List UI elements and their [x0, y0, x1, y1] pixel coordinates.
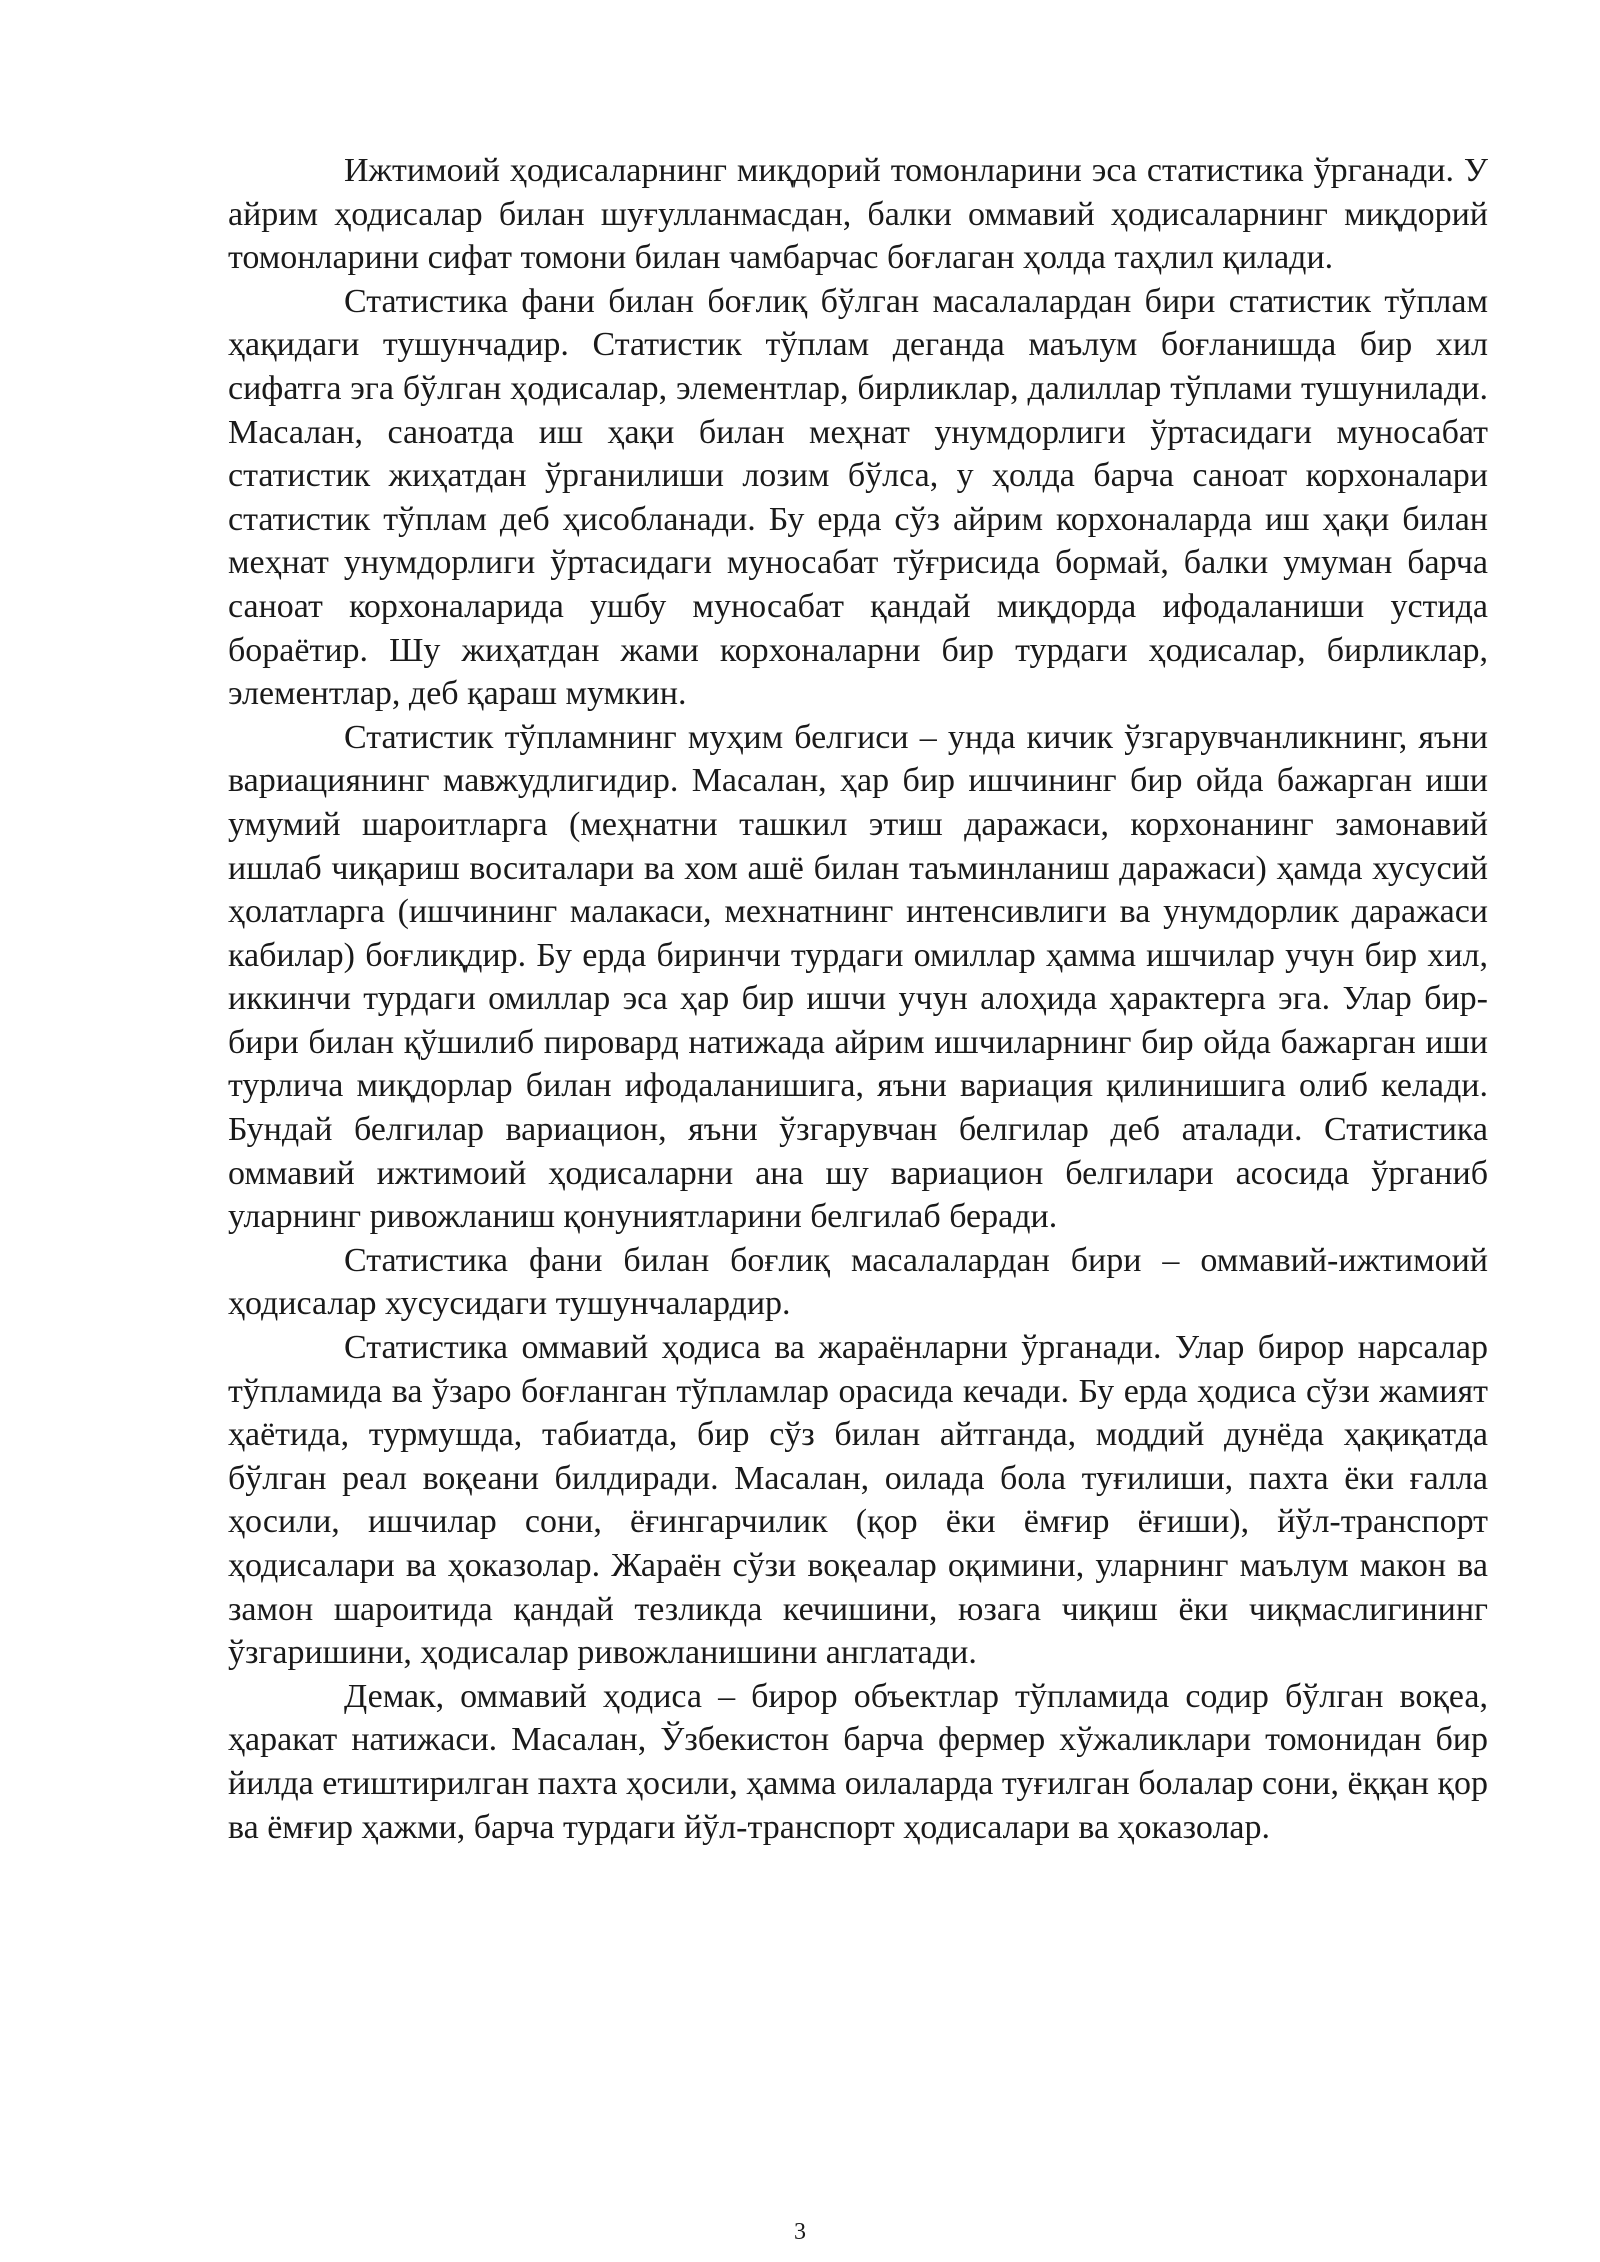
paragraph: Статистика фани билан боғлиқ бўлган масалалардан бири статистик тўплам ҳақидаги тушунчадир. Статистик тўплам деганда маълум боғланишда бир хил сифатга эга бўлган ҳодисалар, элементлар, бирликлар, далиллар тўплами тушунилади. Масалан, саноатда иш ҳақи билан меҳнат унумдорлиги ўртасидаги муносабат статистик жиҳатдан ўрганилиши лозим бўлса, у ҳолда барча саноат корхоналари статистик тўплам деб ҳисобланади. Бу ерда сўз айрим корхоналарда иш ҳақи билан меҳнат унумдорлиги ўртасидаги муносабат тўғрисида бормай, балки умуман барча саноат корхоналарида ушбу муносабат қандай миқдорда ифодаланиши устида бораётир. Шу жиҳатдан жами корхоналарни бир турдаги ҳодисалар, бирликлар, элементлар, деб қараш мумкин.: [228, 282, 1488, 713]
document-body: [228, 149, 1488, 1849]
paragraph: Статистика фани билан боғлиқ масалалардан бири – оммавий-ижтимоий ҳодисалар хусусидаги тушунчалардир.: [228, 1241, 1488, 1323]
page-number: 3: [794, 2219, 806, 2245]
paragraph: Ижтимоий ҳодисаларнинг миқдорий томонларини эса статистика ўрганади. У айрим ҳодисалар билан шуғулланмасдан, балки оммавий ҳодисаларнинг миқдорий томонларини сифат томони билан чамбарчас боғлаган ҳолда таҳлил қилади.: [228, 152, 1488, 277]
paragraph: Статистик тўпламнинг муҳим белгиси – унда кичик ўзгарувчанликнинг, яъни вариациянинг мавжудлигидир. Масалан, ҳар бир ишчининг бир ойда бажарган иши умумий шароитларга (меҳнатни ташкил этиш даражаси, корхонанинг замонавий ишлаб чиқариш воситалари ва хом ашё билан таъминланиш даражаси) ҳамда хусусий ҳолатларга (ишчининг малакаси, мехнатнинг интенсивлиги ва унумдорлик даражаси кабилар) боғлиқдир. Бу ерда биринчи турдаги омиллар ҳамма ишчилар учун бир хил, иккинчи турдаги омиллар эса ҳар бир ишчи учун алоҳида ҳарактерга эга. Улар бир-бири билан қўшилиб пировард натижада айрим ишчиларнинг бир ойда бажарган иши турлича миқдорлар билан ифодаланишига, яъни вариация қилинишига олиб келади. Бундай белгилар вариацион, яъни ўзгарувчан белгилар деб аталади. Статистика оммавий ижтимоий ҳодисаларни ана шу вариацион белгилари асосида ўрганиб уларнинг ривожланиш қонуниятларини белгилаб беради.: [228, 718, 1488, 1236]
paragraph: Статистика оммавий ҳодиса ва жараёнларни ўрганади. Улар бирор нарсалар тўпламида ва ўзаро боғланган тўпламлар орасида кечади. Бу ерда ҳодиса сўзи жамият ҳаётида, турмушда, табиатда, бир сўз билан айтганда, моддий дунёда ҳақиқатда бўлган реал воқеани билдиради. Масалан, оилада бола туғилиши, пахта ёки ғалла ҳосили, ишчилар сони, ёғингарчилик (қор ёки ёмғир ёғиши), йўл-транспорт ҳодисалари ва ҳоказолар. Жараён сўзи воқеалар оқимини, уларнинг маълум макон ва замон шароитида қандай тезликда кечишини, юзага чиқиш ёки чиқмаслигининг ўзгаришини, ҳодисалар ривожланишини англатади.: [228, 1329, 1488, 1672]
paragraph: Демак, оммавий ҳодиса – бирор объектлар тўпламида содир бўлган воқеа, ҳаракат натижаси. Масалан, Ўзбекистон барча фермер хўжаликлари томонидан бир йилда етиштирилган пахта ҳосили, ҳамма оилаларда туғилган болалар сони, ёққан қор ва ёмғир ҳажми, барча турдаги йўл-транспорт ҳодисалари ва ҳоказолар.: [228, 1677, 1488, 1846]
